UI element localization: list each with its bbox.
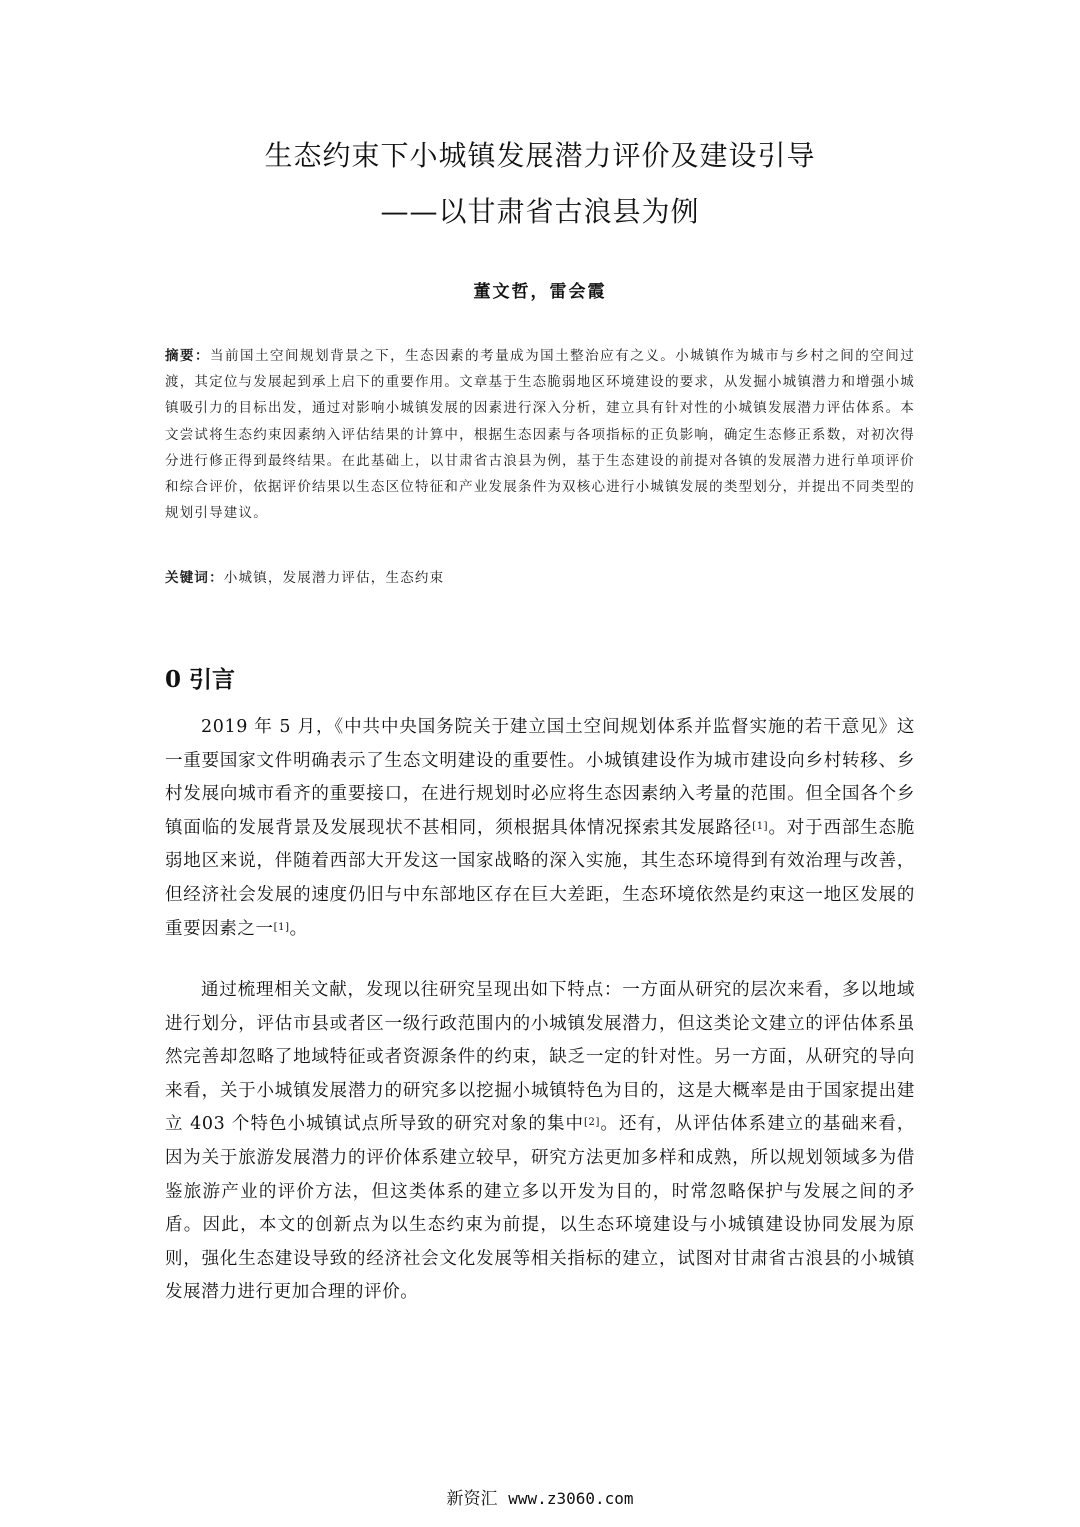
keywords-label: 关键词：	[165, 570, 224, 586]
citation-ref[interactable]: [2]	[584, 1117, 600, 1129]
abstract-text: 当前国土空间规划背景之下，生态因素的考量成为国土整治应有之义。小城镇作为城市与乡村之间的空间过渡，其定位与发展起到承上启下的重要作用。文章基于生态脆弱地区环境建设的要求，从发掘小城镇潜力和增强小城镇吸引力的目标出发，通过对影响小城镇发展的因素进行深入分析，建立具有针对性的小城镇发展潜力评估体系。本文尝试将生态约束因素纳入评估结果的计算中，根据生态因素与各项指标的正负影响，确定生态修正系数，对初次得分进行修正得到最终结果。在此基础上，以甘肃省古浪县为例，基于生态建设的前提对各镇的发展潜力进行单项评价和综合评价，依据评价结果以生态区位特征和产业发展条件为双核心进行小城镇发展的类型划分，并提出不同类型的规划引导建议。	[165, 348, 915, 522]
paragraph-text: 。还有，从评估体系建立的基础来看，因为关于旅游发展潜力的评价体系建立较早，研究方法更加多样和成熟，所以规划领域多为借鉴旅游产业的评价方法，但这类体系的建立多以开发为目的，时常忽略保护与发展之间的矛盾。因此，本文的创新点为以生态约束为前提，以生态环境建设与小城镇建设协同发展为原则，强化生态建设导致的经济社会文化发展等相关指标的建立，试图对甘肃省古浪县的小城镇发展潜力进行更加合理的评价。	[165, 1114, 916, 1303]
abstract-block	[165, 343, 915, 526]
page-footer	[0, 1484, 1080, 1509]
paragraph-text: 。对于西部生态脆弱地区来说，伴随着西部大开发这一国家战略的深入实施，其生态环境得到有效治理与改善，但经济社会发展的速度仍旧与中东部地区存在巨大差距，生态环境依然是约束这一地区发展的重要因素之一	[165, 817, 915, 939]
paper-authors: 董文哲，雷会霞	[473, 282, 607, 302]
footer-url[interactable]: www.z3060.com	[508, 1489, 634, 1508]
paper-title-main: 生态约束下小城镇发展潜力评价及建设引导	[264, 139, 816, 172]
paragraph-text: 2019 年 5 月，《中共中央国务院关于建立国土空间规划体系并监督实施的若干意见》这一重要国家文件明确表示了生态文明建设的重要性。小城镇建设作为城市建设向乡村转移、乡村发展向城市看齐的重要接口，在进行规划时必应将生态因素纳入考量的范围。但全国各个乡镇面临的发展背景及发展现状不甚相同，须根据具体情况探索其发展路径	[165, 717, 915, 838]
keywords-block	[165, 565, 915, 591]
abstract-label: 摘要：	[165, 348, 211, 364]
intro-paragraph-2	[165, 974, 915, 1310]
footer-site-name: 新资汇	[446, 1489, 498, 1509]
keywords-text: 小城镇，发展潜力评估，生态约束	[223, 570, 445, 586]
paragraph-text: 通过梳理相关文献，发现以往研究呈现出如下特点：一方面从研究的层次来看，多以地域进行划分，评估市县或者区一级行政范围内的小城镇发展潜力，但这类论文建立的评估体系虽然完善却忽略了地域特征或者资源条件的约束，缺乏一定的针对性。另一方面，从研究的导向来看，关于小城镇发展潜力的研究多以挖掘小城镇特色为目的，这是大概率是由于国家提出建立 403 个特色小城镇试点所导致的研究对象的集中	[165, 980, 915, 1135]
section-heading-introduction: 0 引言	[165, 666, 236, 693]
citation-ref[interactable]: [1]	[273, 921, 290, 933]
intro-paragraph-1	[165, 711, 915, 946]
citation-ref[interactable]: [1]	[752, 820, 769, 832]
paper-title-subtitle: ——以甘肃省古浪县为例	[380, 195, 700, 228]
paragraph-text: 。	[289, 918, 308, 939]
